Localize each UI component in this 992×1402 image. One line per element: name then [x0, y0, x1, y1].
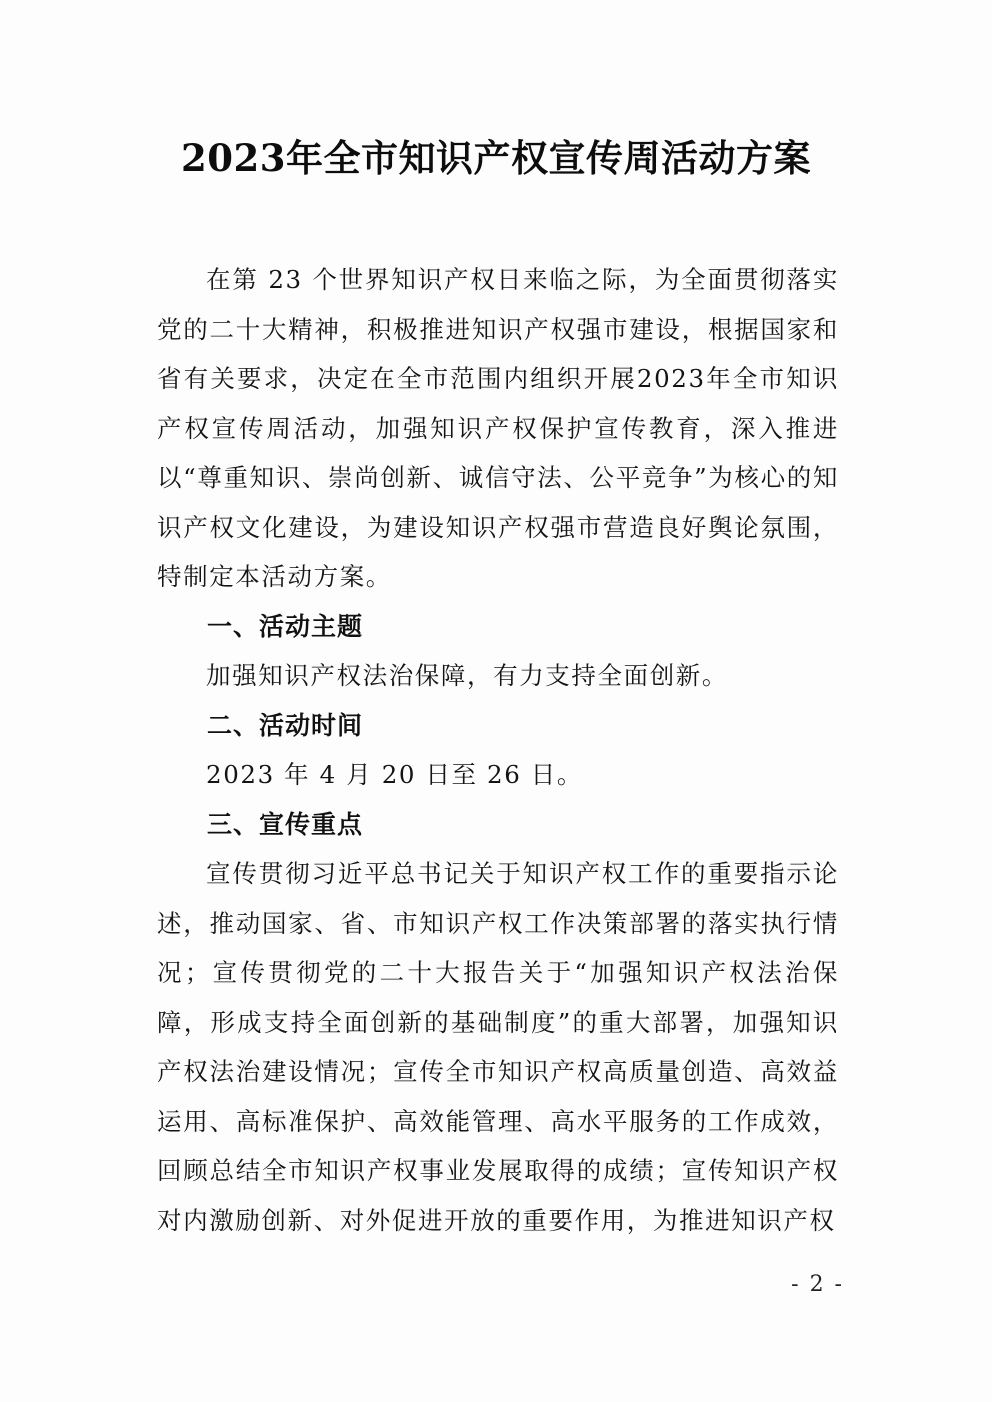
section-heading-time: 二、活动时间	[207, 710, 364, 740]
section-text-focus: 宣传贯彻习近平总书记关于知识产权工作的重要指示论述，推动国家、省、市知识产权工作决策部署的落实执行情况；宣传贯彻党的二十大报告关于“加强知识产权法治保障，形成支持全面创新的基础制度”的重大部署，加强知识产权法治建设情况；宣传全市知识产权高质量创造、高效益运用、高标准保护、高效能管理、高水平服务的工作成效，回顾总结全市知识产权事业发展取得的成绩；宣传知识产权对内激励创新、对外促进开放的重要作用，为推进知识产权	[157, 859, 839, 1235]
section-text-time: 2023 年 4 月 20 日至 26 日。	[206, 760, 584, 789]
section-heading-theme: 一、活动主题	[207, 611, 364, 641]
section-heading-focus: 三、宣传重点	[207, 809, 364, 839]
document-body	[157, 255, 839, 1245]
section-text-theme: 加强知识产权法治保障，有力支持全面创新。	[206, 661, 728, 690]
document-title: 2023年全市知识产权宣传周活动方案	[181, 136, 811, 180]
intro-paragraph: 在第 23 个世界知识产权日来临之际，为全面贯彻落实党的二十大精神，积极推进知识产权强市建设，根据国家和省有关要求，决定在全市范围内组织开展2023年全市知识产权宣传周活动，加强知识产权保护宣传教育，深入推进以“尊重知识、崇尚创新、诚信守法、公平竞争”为核心的知识产权文化建设，为建设知识产权强市营造良好舆论氛围，特制定本活动方案。	[157, 265, 839, 591]
page-number: - 2 -	[791, 1272, 844, 1297]
